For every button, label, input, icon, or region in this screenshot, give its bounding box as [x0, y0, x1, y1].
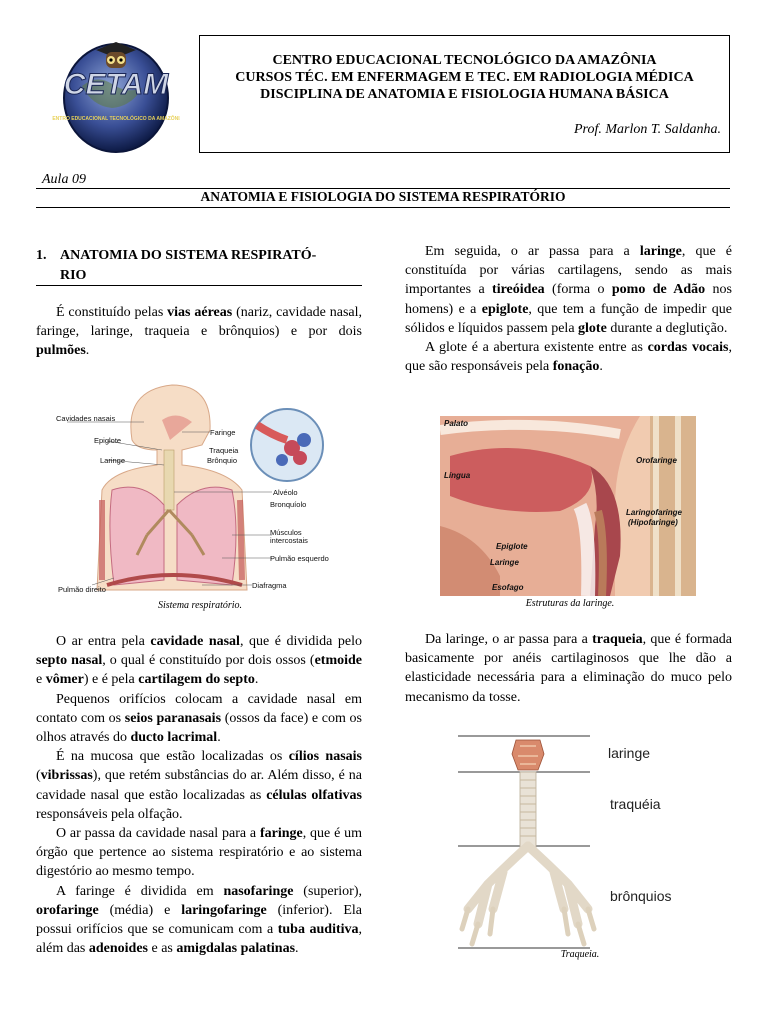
label-bronquio: Brônquio [207, 456, 238, 465]
label-bronquiolo: Bronquíolo [270, 500, 307, 509]
header-line-1: CENTRO EDUCACIONAL TECNOLÓGICO DA AMAZÔNIA [272, 53, 657, 68]
caption-trachea: Traqueia. [560, 949, 600, 960]
label-epiglote: Epiglote [496, 542, 528, 551]
larynx-figure [440, 416, 696, 596]
left-column-text [36, 632, 362, 958]
lesson-label: Aula 09 [42, 172, 86, 187]
label-palato: Palato [444, 419, 469, 428]
right-column-text-top [405, 242, 732, 376]
paragraph: O ar entra pela cavidade nasal, que é dividida pelo septo nasal, o qual é constituído por dois ossos (etmoide e vômer) e é pela cartilagem do septo. [36, 634, 362, 688]
label-diafragma: Diafragma [252, 581, 287, 590]
label-intercostais: intercostais [270, 536, 308, 545]
label-bronquios: brônquios [610, 888, 672, 904]
header-line-3: DISCIPLINA DE ANATOMIA E FISIOLOGIA HUMANA BÁSICA [260, 87, 669, 102]
section-heading-block [36, 246, 362, 285]
label-faringe: Faringe [210, 428, 236, 437]
caption-respiratory: Sistema respiratório. [157, 600, 243, 611]
label-orofaringe: Orofaringe [636, 456, 677, 465]
document-title: ANATOMIA E FISIOLOGIA DO SISTEMA RESPIRATÓRIO [200, 189, 566, 204]
logo-text: CETAM [63, 68, 169, 101]
respiratory-system-figure [52, 380, 364, 600]
label-laringofaringe: Laringofaringe [626, 508, 683, 517]
section-title-a: ANATOMIA DO SISTEMA RESPIRATÓ- [60, 248, 317, 263]
label-epiglote: Epiglote [94, 436, 122, 445]
paragraph: Pequenos orifícios colocam a cavidade nasal em contato com os seios paranasais (ossos da face) e com os olhos através do ducto lacrimal. [36, 691, 363, 746]
label-traqueia: traquéia [610, 796, 661, 812]
paragraph: Em seguida, o ar passa para a laringe, que é constituída por várias cartilagens, sendo as mais importantes a tireóidea (forma o pomo de Adão nos homens) e a epiglote, que tem a função de impedir que sólidos e líquidos passem pela glote durante a deglutição. [405, 244, 733, 336]
label-traqueia: Traqueia [209, 446, 239, 455]
paragraph: A faringe é dividida em nasofaringe (superior), orofaringe (média) e laringofaringe (inferior). Ela possui orifícios que se comunicam com a tuba auditiva, além das adenoides e as amigdalas palatinas. [36, 883, 363, 957]
label-esofago: Esofago [492, 583, 524, 592]
label-hipofaringe: (Hipofaringe) [628, 518, 678, 527]
section-number: 1. [36, 248, 47, 263]
logo-ring-text: CENTRO EDUCACIONAL TECNOLÓGICO DA AMAZÔNIA [52, 116, 180, 122]
paragraph: Da laringe, o ar passa para a traqueia, que é formada basicamente por anéis cartilaginosos que lhe dão a elasticidade necessária para a eliminação do muco pelo mecanismo da tosse. [405, 632, 732, 705]
section-rule [36, 285, 362, 286]
cetam-logo [52, 36, 180, 154]
label-pulmao-esquerdo: Pulmão esquerdo [270, 554, 329, 563]
title-rule-bottom [36, 207, 730, 208]
label-laringe: Laringe [490, 558, 519, 567]
right-column-text-bottom [405, 630, 732, 707]
label-musculos: Músculos [270, 528, 302, 537]
paragraph: É na mucosa que estão localizadas os cílios nasais (vibrissas), que retém substâncias do ar. Além disso, é na cavidade nasal que estão localizadas as células olfativas responsáveis pela olfação. [36, 749, 362, 822]
trachea-figure [458, 734, 698, 950]
label-alveolo: Alvéolo [273, 488, 298, 497]
paragraph: O ar passa da cavidade nasal para a faringe, que é um órgão que pertence ao sistema respiratório e ao sistema digestório ao mesmo tempo. [36, 826, 362, 880]
section-heading [36, 246, 362, 285]
section-title-b: RIO [60, 267, 87, 283]
caption-larynx: Estruturas da laringe. [525, 598, 615, 609]
left-paragraph-1-block [36, 303, 362, 361]
header-box [199, 35, 730, 153]
label-laringe: Laringe [100, 456, 126, 465]
professor-name: Prof. Marlon T. Saldanha. [573, 122, 721, 137]
header-line-2: CURSOS TÉC. EM ENFERMAGEM E TEC. EM RADIOLOGIA MÉDICA [235, 70, 694, 85]
label-pulmao-direito: Pulmão direito [58, 585, 106, 594]
paragraph: É constituído pelas vias aéreas (nariz, cavidade nasal, faringe, laringe, traqueia e brônquios) e por dois pulmões. [36, 305, 363, 359]
label-cavidades-nasais: Cavidades nasais [56, 414, 116, 423]
label-laringe: laringe [608, 745, 651, 761]
paragraph: A glote é a abertura existente entre as cordas vocais, que são responsáveis pela fonação. [405, 340, 733, 375]
label-lingua: Língua [444, 471, 471, 480]
